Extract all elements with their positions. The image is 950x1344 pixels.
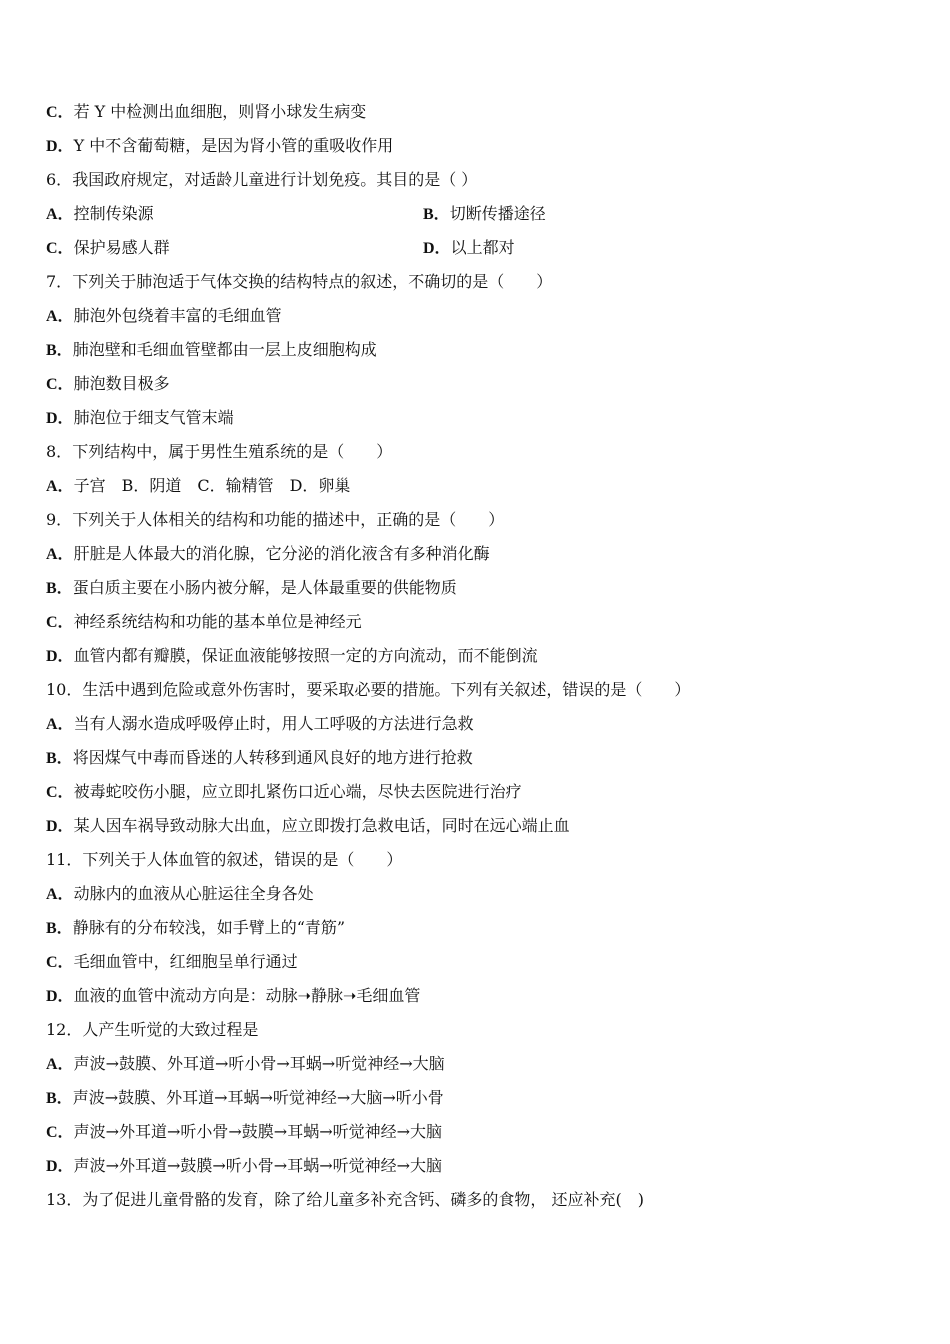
question-6: 6．我国政府规定，对适龄儿童进行计划免疫。其目的是（ ） (46, 170, 478, 189)
option-line: A．肝脏是人体最大的消化腺，它分泌的消化液含有多种消化酶 (46, 544, 490, 563)
option-line: B．静脉有的分布较浅，如手臂上的“青筋” (46, 918, 346, 937)
option-line: D．血管内都有瓣膜，保证血液能够按照一定的方向流动，而不能倒流 (46, 646, 538, 665)
option-line: D．肺泡位于细支气管末端 (46, 408, 234, 427)
option-line: C．肺泡数目极多 (46, 374, 170, 393)
question-8: 8．下列结构中，属于男性生殖系统的是（ ） (46, 442, 393, 461)
option-line: D．某人因车祸导致动脉大出血，应立即拨打急救电话，同时在远心端止血 (46, 816, 570, 835)
option-line: C．神经系统结构和功能的基本单位是神经元 (46, 612, 362, 631)
option-line: C．毛细血管中，红细胞呈单行通过 (46, 952, 298, 971)
option-line: C．声波→外耳道→听小骨→鼓膜→耳蜗→听觉神经→大脑 (46, 1122, 443, 1141)
question-12: 12．人产生听觉的大致过程是 (46, 1020, 259, 1039)
option-line: B．声波→鼓膜、外耳道→耳蜗→听觉神经→大脑→听小骨 (46, 1088, 444, 1107)
option-line: A．动脉内的血液从心脏运往全身各处 (46, 884, 314, 903)
question-10: 10．生活中遇到危险或意外伤害时，要采取必要的措施。下列有关叙述，错误的是（ ） (46, 680, 691, 699)
option-line: D．血液的血管中流动方向是：动脉➝静脉➝毛细血管 (46, 986, 421, 1005)
question-9: 9．下列关于人体相关的结构和功能的描述中，正确的是（ ） (46, 510, 505, 529)
option-line: B．肺泡壁和毛细血管壁都由一层上皮细胞构成 (46, 340, 377, 359)
option-c-line: C．若 Y 中检测出血细胞，则肾小球发生病变 (46, 102, 367, 121)
question-7: 7．下列关于肺泡适于气体交换的结构特点的叙述，不确切的是（ ） (46, 272, 553, 291)
option-line: D．声波→外耳道→鼓膜→听小骨→耳蜗→听觉神经→大脑 (46, 1156, 443, 1175)
question-6-options-cd: C．保护易感人群 D．以上都对 (46, 238, 515, 257)
option-line: A．当有人溺水造成呼吸停止时，用人工呼吸的方法进行急救 (46, 714, 474, 733)
option-line: B．蛋白质主要在小肠内被分解，是人体最重要的供能物质 (46, 578, 457, 597)
question-11: 11．下列关于人体血管的叙述，错误的是（ ） (46, 850, 403, 869)
question-6-options-ab: A．控制传染源 B．切断传播途径 (46, 204, 546, 223)
question-13: 13．为了促进儿童骨骼的发育，除了给儿童多补充含钙、磷多的食物， 还应补充( ) (46, 1190, 644, 1209)
option-line: A．声波→鼓膜、外耳道→听小骨→耳蜗→听觉神经→大脑 (46, 1054, 445, 1073)
option-line: A．肺泡外包绕着丰富的毛细血管 (46, 306, 282, 325)
option-line: B．将因煤气中毒而昏迷的人转移到通风良好的地方进行抢救 (46, 748, 473, 767)
option-d-line: D．Y 中不含葡萄糖，是因为肾小管的重吸收作用 (46, 136, 394, 155)
option-line: C．被毒蛇咬伤小腿，应立即扎紧伤口近心端，尽快去医院进行治疗 (46, 782, 522, 801)
question-8-options: A．子宫 B．阴道 C．输精管 D．卵巢 (46, 476, 351, 495)
